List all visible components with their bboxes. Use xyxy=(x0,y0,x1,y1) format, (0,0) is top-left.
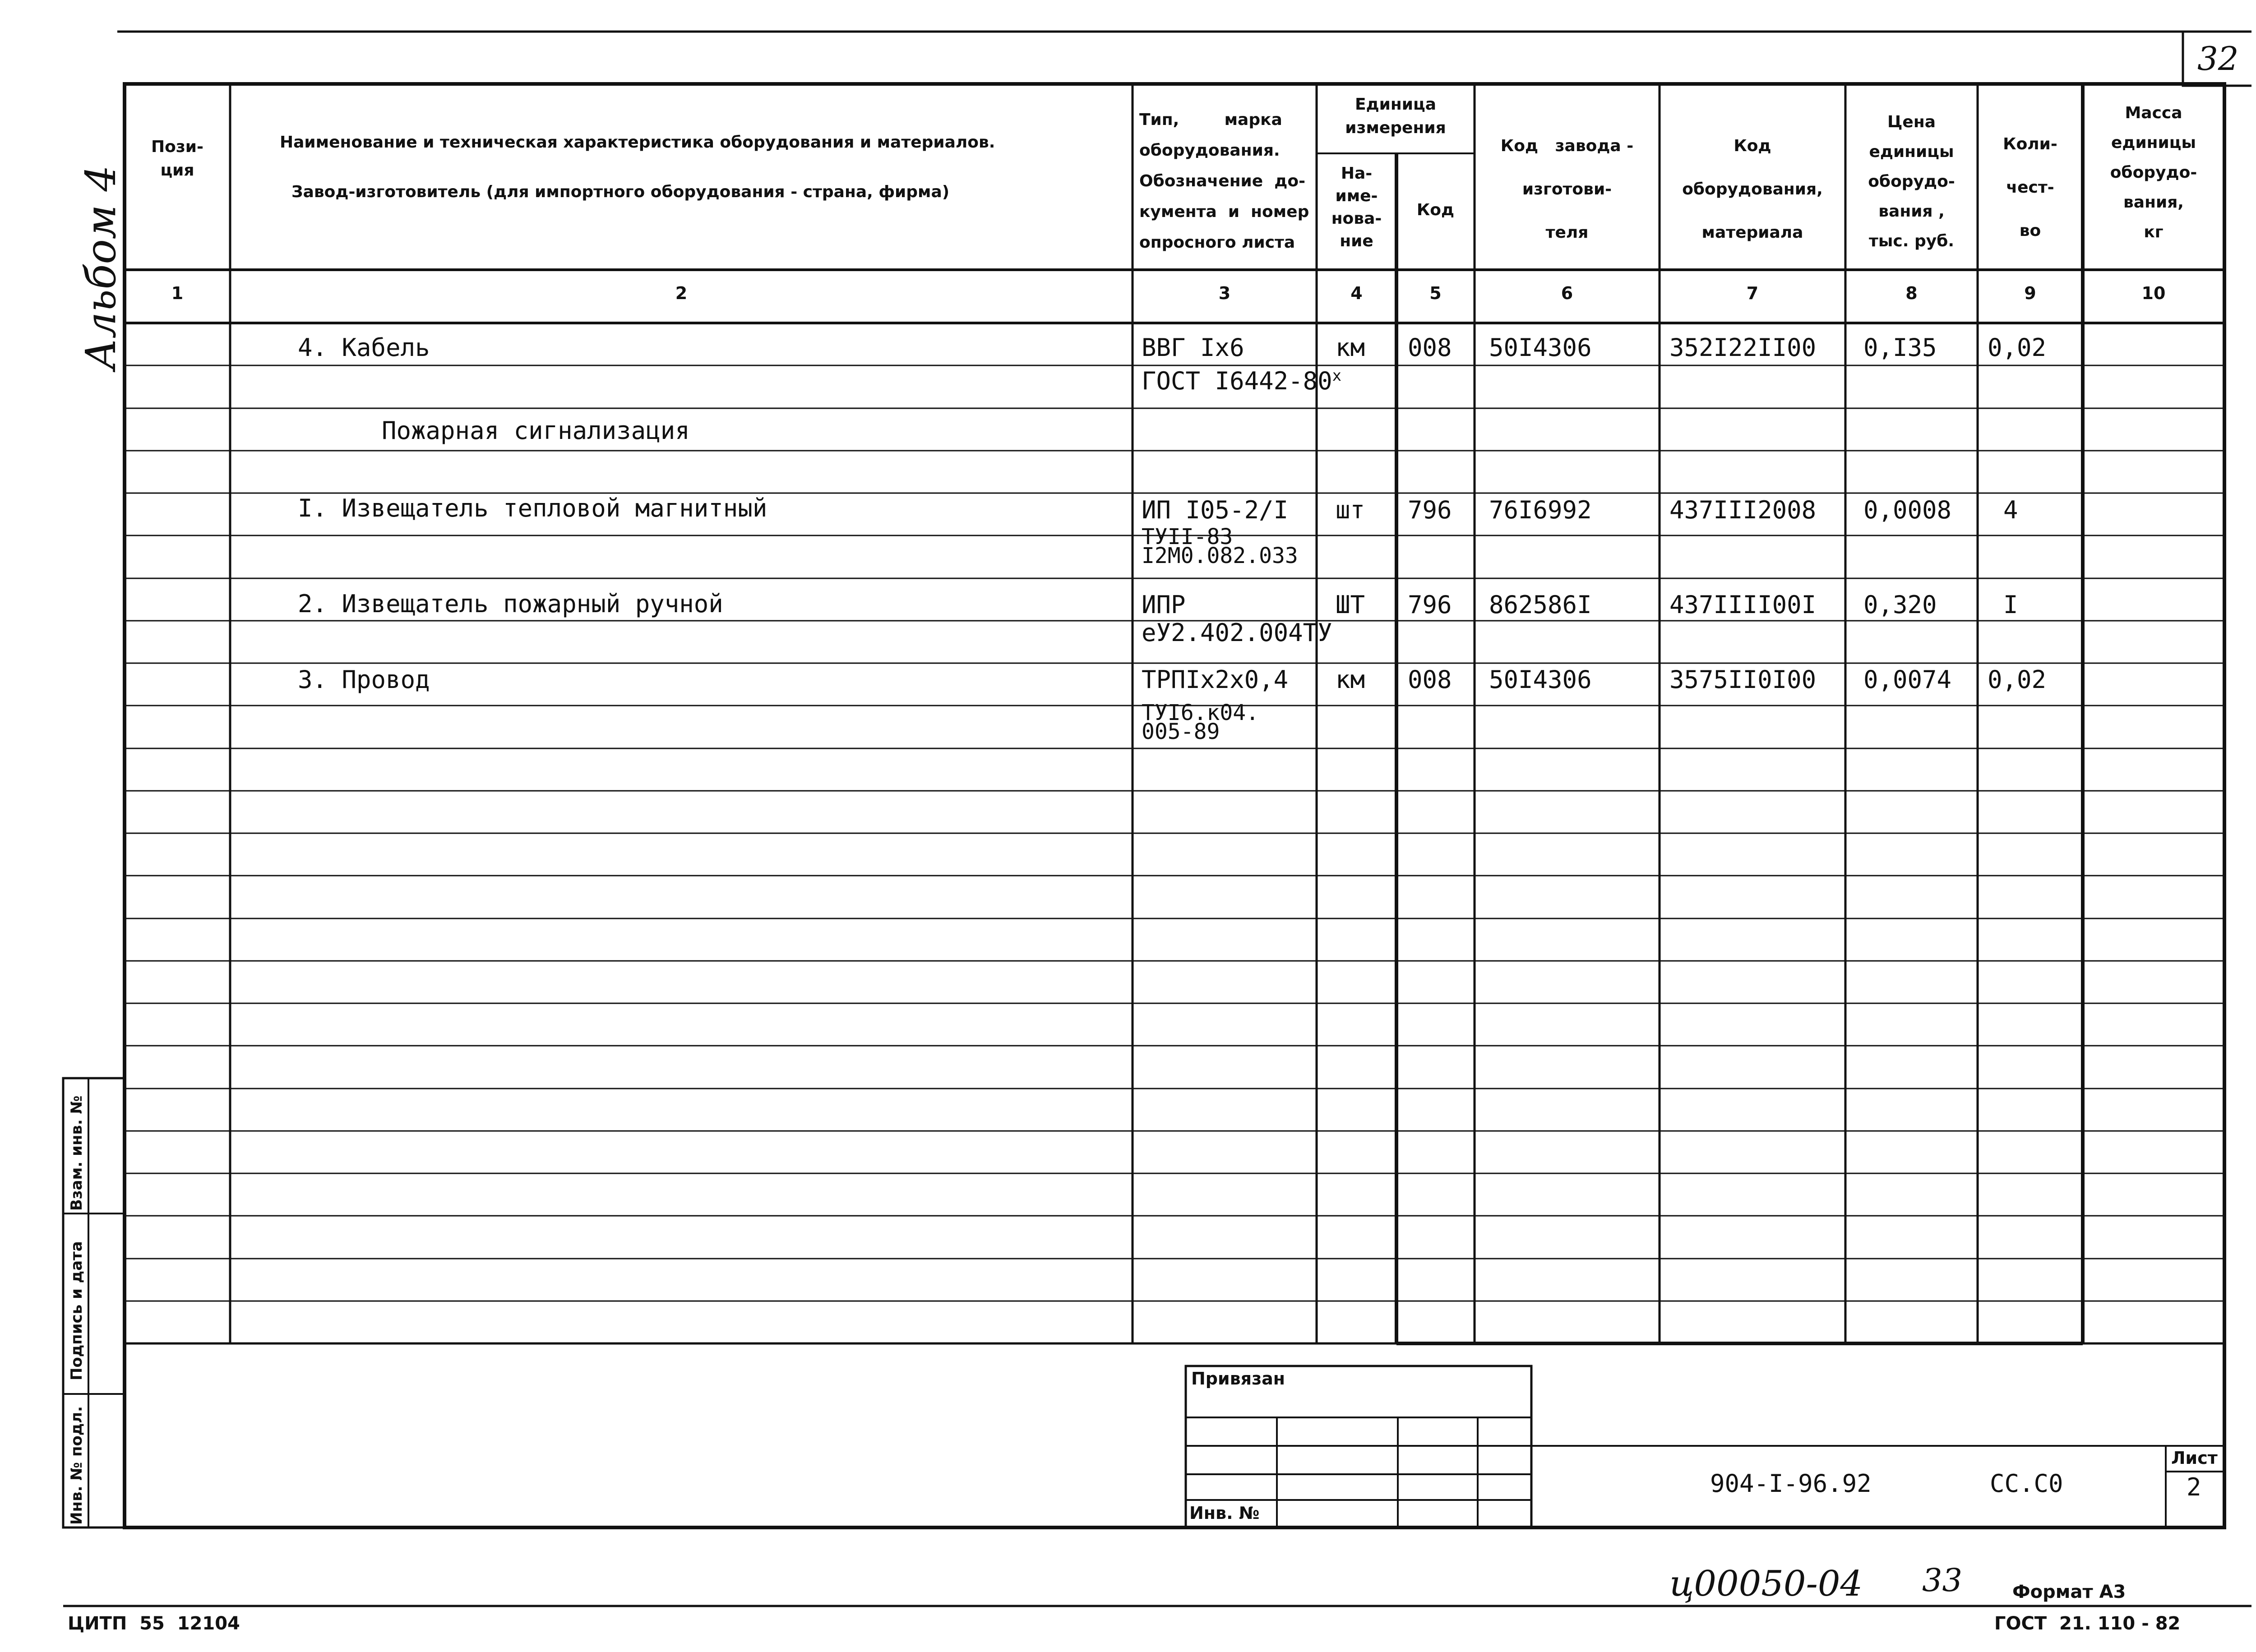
item-equipment-code: 437IIII00I xyxy=(1669,591,1817,619)
item-type-doc: ТУI6.к04. xyxy=(1142,700,1259,725)
section-heading: Пожарная сигнализация xyxy=(382,416,690,445)
item-type-doc-sup: x xyxy=(1332,367,1342,385)
header-unit-group: Единица измерения xyxy=(1345,95,1446,137)
header-plant-code: Код завода - изготови- теля xyxy=(1500,137,1634,242)
header-mass: Масса единицы оборудо- вания, кг xyxy=(2110,104,2197,241)
item-name: I. Извещатель тепловой магнитный xyxy=(298,494,767,522)
item-type: ИПР xyxy=(1142,591,1186,619)
header-equipment-code: Код оборудования, материала xyxy=(1682,137,1823,242)
header-position: Пози- ция xyxy=(151,138,203,180)
sheet-corner-number: 32 xyxy=(2197,40,2239,78)
item-price: 0,0074 xyxy=(1863,665,1952,694)
item-type-doc-2: 005-89 xyxy=(1142,719,1220,744)
column-number: 9 xyxy=(2024,283,2036,303)
item-equipment-code: 3575II0I00 xyxy=(1669,665,1817,694)
header-type: Тип, марка оборудования. Обозначение до- кумента и номер опросного листа xyxy=(1139,111,1309,252)
document-suffix: СС.С0 xyxy=(1990,1469,2063,1498)
item-quantity: 0,02 xyxy=(1988,333,2047,362)
column-number: 3 xyxy=(1218,283,1231,303)
item-type-doc-2: I2М0.082.033 xyxy=(1142,543,1298,568)
footer-gost: ГОСТ 21. 110 - 82 xyxy=(1994,1613,2181,1634)
album-label: Альбом 4 xyxy=(77,165,125,370)
item-unit-code: 008 xyxy=(1408,333,1452,362)
document-code: 904-I-96.92 xyxy=(1710,1469,1872,1498)
item-name: 4. Кабель xyxy=(298,333,430,362)
side-stamp-replacement-inv: Взам. инв. № xyxy=(68,1095,86,1211)
header-price: Цена единицы оборудо- вания , тыс. руб. xyxy=(1868,113,1955,250)
item-type-doc-text: ГОСТ I6442-80 xyxy=(1142,367,1332,395)
header-name-line1: Наименование и техническая характеристика оборудования и материалов. xyxy=(280,133,995,152)
item-unit-code: 008 xyxy=(1408,665,1452,694)
item-price: 0,0008 xyxy=(1863,496,1952,524)
item-unit: ШТ xyxy=(1336,591,1365,619)
column-number: 4 xyxy=(1350,283,1363,303)
header-name-line2: Завод-изготовитель (для импортного оборудования - страна, фирма) xyxy=(291,183,950,201)
item-quantity: 4 xyxy=(2003,496,2018,524)
column-number: 5 xyxy=(1429,283,1442,303)
item-type-doc xyxy=(1142,364,1341,393)
format-label: Формат А3 xyxy=(2012,1582,2126,1602)
footer-left-code: ЦИТП 55 12104 xyxy=(68,1613,240,1634)
column-number: 2 xyxy=(675,283,688,303)
item-type: ИП I05-2/I xyxy=(1142,496,1289,524)
item-unit-code: 796 xyxy=(1408,496,1452,524)
sheet-number: 2 xyxy=(2187,1473,2201,1501)
column-number: 6 xyxy=(1561,283,1573,303)
sheet-label: Лист xyxy=(2171,1448,2218,1468)
item-quantity: 0,02 xyxy=(1988,665,2047,694)
handwritten-page: 33 xyxy=(1922,1562,1963,1599)
item-price: 0,I35 xyxy=(1863,333,1937,362)
item-plant-code: 50I4306 xyxy=(1489,665,1592,694)
item-name: 3. Провод xyxy=(298,665,430,694)
header-unit-code: Код xyxy=(1416,201,1455,219)
item-unit: шт xyxy=(1336,496,1365,524)
column-number: 7 xyxy=(1746,283,1759,303)
item-type: ВВГ Iх6 xyxy=(1142,333,1244,362)
item-name: 2. Извещатель пожарный ручной xyxy=(298,590,723,618)
item-equipment-code: 352I22II00 xyxy=(1669,333,1817,362)
item-unit: км xyxy=(1336,665,1365,694)
item-price: 0,320 xyxy=(1863,591,1937,619)
item-unit: км xyxy=(1336,333,1365,362)
column-number: 10 xyxy=(2141,283,2166,303)
item-plant-code: 76I6992 xyxy=(1489,496,1592,524)
stamp-tied-label: Привязан xyxy=(1191,1369,1285,1389)
item-plant-code: 862586I xyxy=(1489,591,1592,619)
header-unit-name: На- име- нова- ние xyxy=(1331,164,1382,250)
item-quantity: I xyxy=(2003,591,2018,619)
side-stamp-original-inv: Инв. № подл. xyxy=(68,1406,86,1525)
column-number: 8 xyxy=(1905,283,1918,303)
item-type-doc: ТУII-83 xyxy=(1142,524,1233,549)
handwritten-code: ц00050-04 xyxy=(1669,1564,1863,1604)
item-unit-code: 796 xyxy=(1408,591,1452,619)
header-quantity: Коли- чест- во xyxy=(2003,135,2057,240)
item-plant-code: 50I4306 xyxy=(1489,333,1592,362)
item-type-doc: еУ2.402.004ТУ xyxy=(1142,618,1332,647)
side-stamp-signature-date: Подпись и дата xyxy=(68,1241,86,1380)
stamp-inv-label: Инв. № xyxy=(1189,1503,1260,1523)
column-number: 1 xyxy=(171,283,184,303)
item-type: ТРПIх2х0,4 xyxy=(1142,665,1289,694)
item-equipment-code: 437III2008 xyxy=(1669,496,1817,524)
